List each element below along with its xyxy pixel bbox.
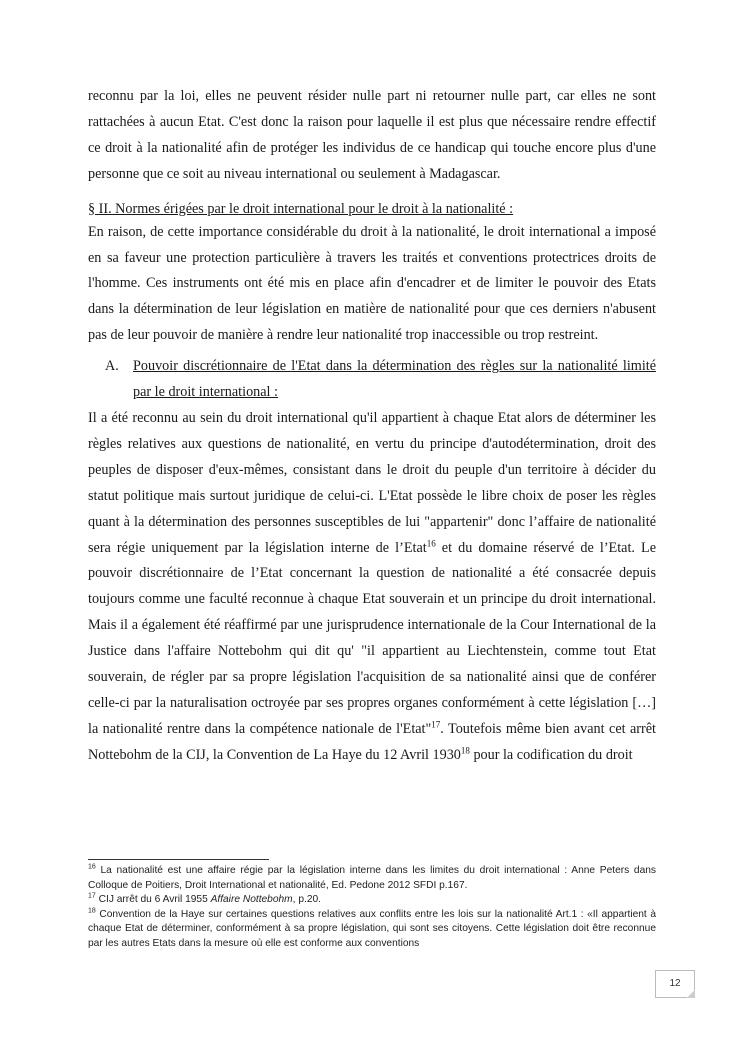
footnote-ref-16[interactable]: 16 [426,537,436,548]
paragraph-main [88,406,656,769]
footnote-text-18: Convention de la Haye sur certaines questions relatives aux conflits entre les lois sur la nationalité Art.1 : «Il appartient à chaque Etat de déterminer, conformément à sa propre législation, qui sont ses citoyens. Cette législation doit être reconnue par les autres Etats dans la mesure où elle est conforme aux conventions [88,908,656,949]
paragraph-intro: reconnu par la loi, elles ne peuvent résider nulle part ni retourner nulle part, car elles ne sont rattachées à aucun Etat. C'est donc la raison pour laquelle il est plus que nécessaire rendre effectif ce droit à la nationalité afin de protéger les individus de ce handicap qui touche encore plus d'une personne que ce soit au niveau international ou seulement à Madagascar. [88,88,656,182]
footnote-17 [88,893,656,908]
footnote-16 [88,864,656,893]
paragraph-main-part-b: et du domaine réservé de l’Etat. Le pouvoir discrétionnaire de l’Etat concernant la question de nationalité a été consacrée depuis toujours comme une faculté reconnue à chaque Etat souverain et un principe du droit international. Mais il a également été réaffirmé par une jurisprudence internationale de la Cour International de la Justice dans l'affaire Nottebohm qui dit qu' "il appartient au Liechtenstein, comme tout Etat souverain, de régler par sa propre législation l'acquisition de sa nationalité ainsi que de conférer celle-ci par la naturalisation octroyée par ses propres organes conformément à cette législation […] la nationalité rentre dans la compétence nationale de l'Etat" [88,539,656,737]
footnotes [88,864,656,952]
footnote-text-16: La nationalité est une affaire régie par la législation interne dans les limites du droit international : Anne Peters dans Colloque de Poitiers, Droit International et nationalité, Ed. Pedone 2012 SFDI p.167. [88,865,656,891]
footnote-text-17b: , p.20. [292,894,321,906]
footnote-text-17a: CIJ arrêt du 6 Avril 1955 [95,894,211,906]
paragraph-main-part-d: pour la codification du droit [469,746,633,763]
subsection-label: A. [105,358,119,375]
footnote-num-18: 18 [88,907,96,915]
section-heading: § II. Normes érigées par le droit international pour le droit à la nationalité : [88,200,514,217]
subsection-heading [88,354,656,406]
footnote-18 [88,908,656,952]
footnote-num-16: 16 [88,863,96,871]
subsection-title: Pouvoir discrétionnaire de l'Etat dans la détermination des règles sur la nationalité limité par le droit international : [133,358,656,401]
page-number: 12 [655,970,695,998]
paragraph-main-part-c: . Toutefois même bien avant cet arrêt Nottebohm de la CIJ, la Convention de La Haye du 12 Avril 1930 [88,720,656,763]
footnote-num-17: 17 [88,892,96,900]
paragraph-section-intro: En raison, de cette importance considérable du droit à la nationalité, le droit international a imposé en sa faveur une protection particulière à travers les traités et conventions protectrices droits de l'homme. Ces instruments ont été mis en place afin d'encadrer et de limiter le pouvoir des Etats dans la détermination de leur législation en matière de nationalité pour que ces derniers n'abusent pas de leur pouvoir de manière à rendre leur nationalité trop inaccessible ou trop restreint. [88,223,656,344]
footnote-ref-17[interactable]: 17 [431,719,441,730]
footnote-ref-18[interactable]: 18 [460,745,470,756]
footnote-text-17-italic: Affaire Nottebohm [210,894,293,906]
paragraph-main-part-a: Il a été reconnu au sein du droit international qu'il appartient à chaque Etat alors de déterminer les règles relatives aux questions de nationalité, en vertu du principe d'autodétermination, droit des peuples de disposer d'eux-mêmes, consistant dans le droit du peuple d'un territoire à décider du statut politique mais surtout juridique de celui-ci. L'Etat possède le libre choix de poser les règles quant à la détermination des personnes susceptibles de lui "appartenir" donc l’affaire de nationalité sera régie uniquement par la législation interne de l’Etat [88,409,656,556]
page-body [88,84,656,769]
footnote-separator [88,859,269,860]
